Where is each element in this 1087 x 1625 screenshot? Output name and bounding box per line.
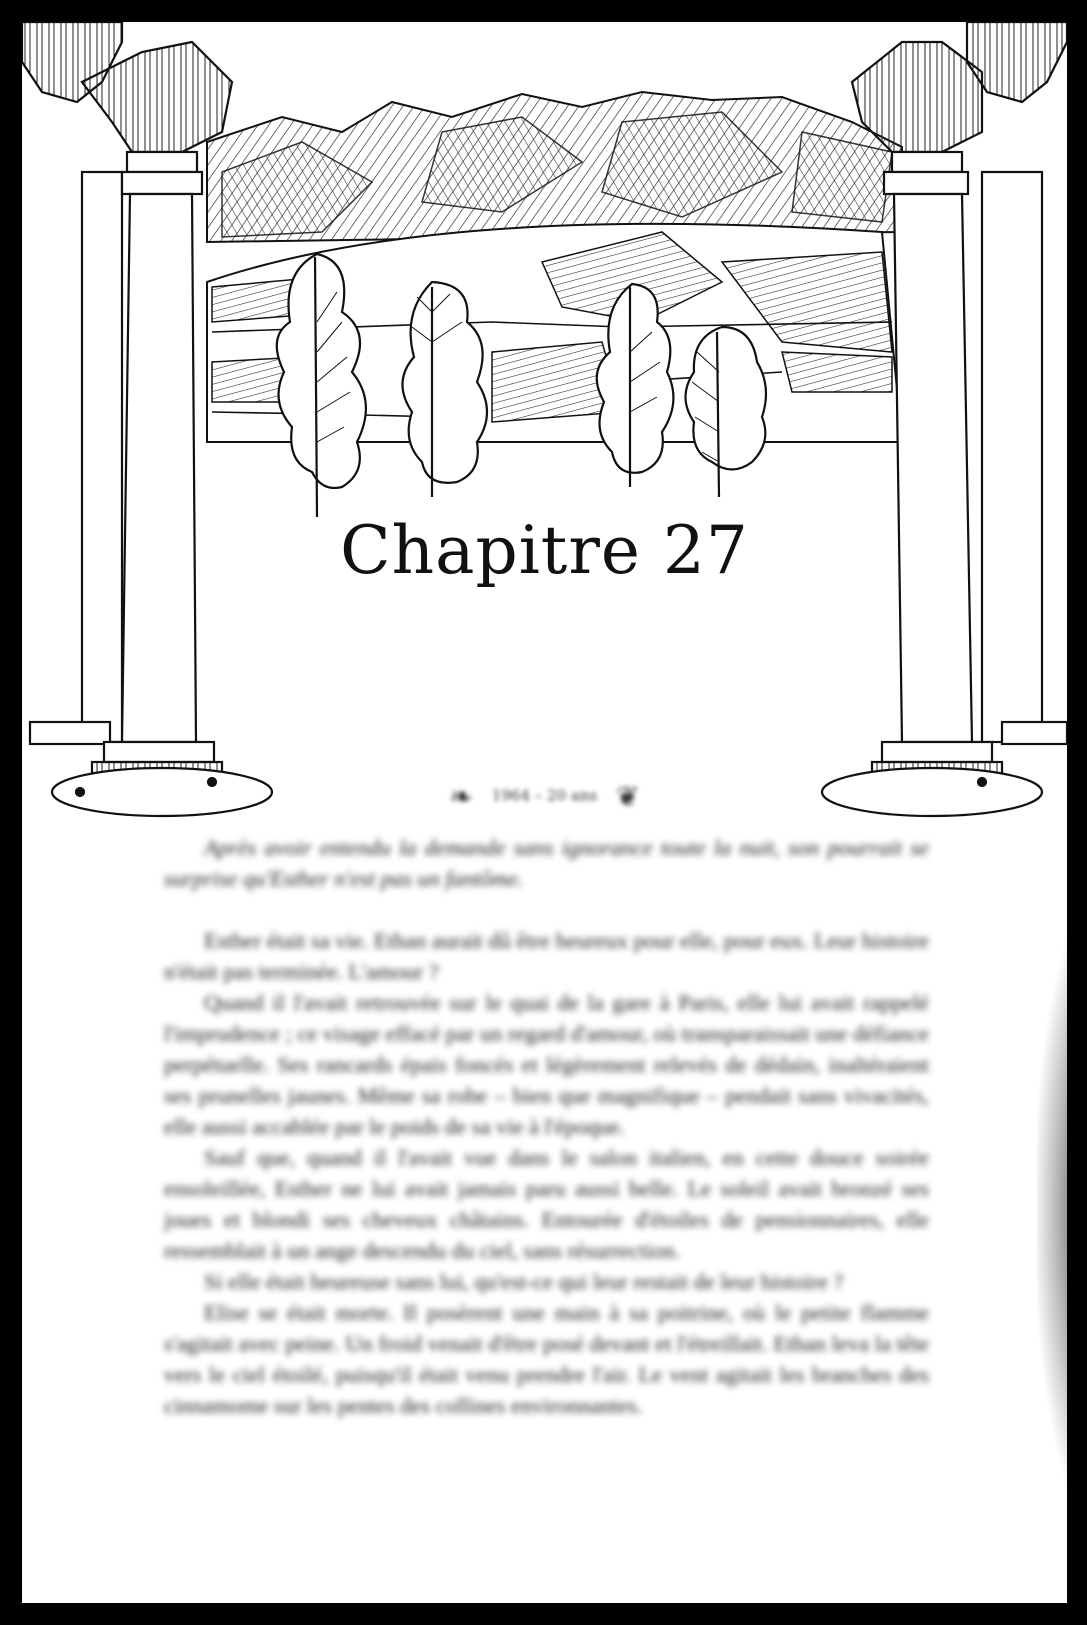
body-paragraph: Esther était sa vie. Ethan aurait dû être heureux pour elle, pour eux. Leur histoire n'était pas terminée. L'amour ? bbox=[164, 928, 929, 984]
body-paragraph: Elise se était morte. Il posèrent une main à sa poitrine, où le petite flamme s'agitait avec peine. Un froid venait d'être posé devant et l'étreillait. Ethan leva la tête vers le ciel étoilé, puisqu'il était venu prendre l'air. Le vent agitait les branches des cinnamome sur les pentes des collines environnantes. bbox=[164, 1300, 929, 1418]
leaf-icon: ❧ bbox=[449, 780, 474, 813]
leaf-icon: ❦ bbox=[615, 780, 640, 813]
body-paragraph: Sauf que, quand il l'avait vue dans le salon italien, en cette douce soirée ensoleillée, Esther ne lui avait jamais paru aussi belle. Le soleil avait bronzé ses joues et blondi ses cheveux châtains. Entourée d'étoiles de pensionnaires, elle ressemblait à un ange descendu du ciel, sans résurrection. bbox=[164, 1145, 929, 1263]
columns-landscape-illustration bbox=[22, 22, 1067, 842]
page-edge-shadow bbox=[1037, 902, 1067, 1522]
date-text: 1964 – 20 ans bbox=[491, 786, 598, 805]
chapter-date-line bbox=[22, 780, 1067, 813]
chapter-title: Chapitre 27 bbox=[340, 512, 749, 589]
intro-paragraph: Après avoir entendu la demande sans ignorance toute la nuit, son pourrait se surprise qu'Esther n'est pas un fantôme. bbox=[164, 835, 929, 891]
tree-4 bbox=[686, 327, 767, 497]
book-page bbox=[22, 22, 1067, 1603]
body-paragraph: Quand il l'avait retrouvée sur le quai de la gare à Paris, elle lui avait rappelé l'imprudence ; ce visage effacé par un regard d'amour, où transparaissait une défiance perpétuelle. Ses rancards épais foncés et légèrement relevés de dédain, inaltéraient ses prunelles jaunes. Même sa robe – bien que magnifique – pendait sans vivacités, elle aussi accablée par le poids de sa vie à l'époque. bbox=[164, 990, 929, 1139]
body-paragraph: Si elle était heureuse sans lui, qu'est-ce qui leur restait de leur histoire ? bbox=[204, 1269, 844, 1294]
chapter-body-text bbox=[164, 832, 929, 1421]
